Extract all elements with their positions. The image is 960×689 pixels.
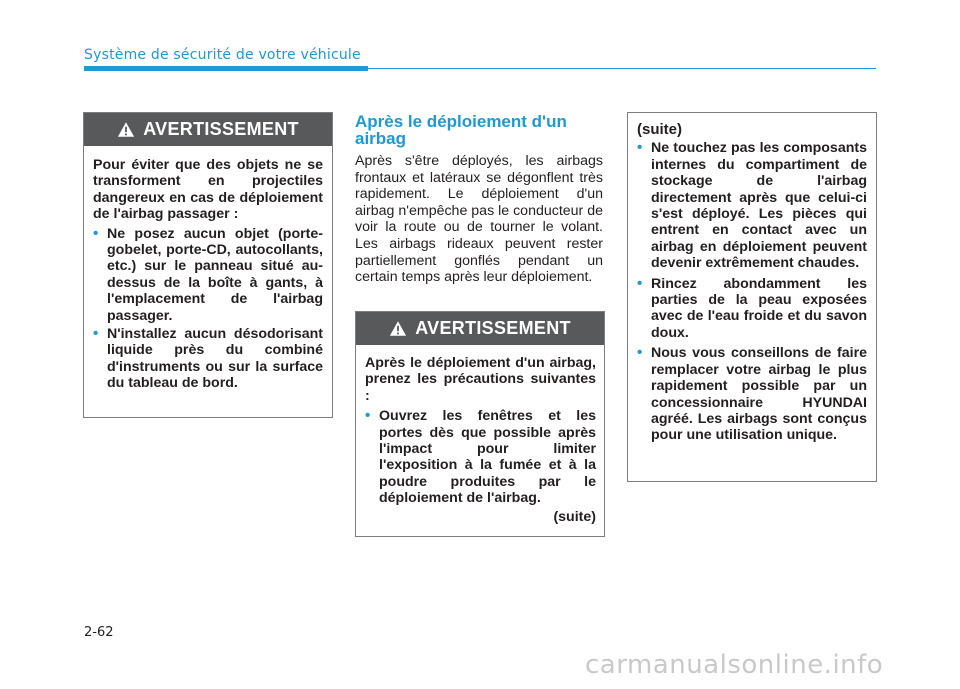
warning-intro: Après le déploiement d'un airbag, prenez les précautions suivantes : (365, 355, 596, 404)
warning-banner (356, 312, 604, 345)
warning-bullet: • Ne touchez pas les composants internes du compartiment de stockage de l'airbag directement après que celui-ci s'est déployé. Les pièces qui entrent en contact avec un airbag en déploiement peuvent devenir extrêmement chaudes. (637, 140, 867, 271)
warning-box-left (83, 112, 333, 418)
chapter-title-bar (84, 66, 368, 71)
section-body: Après s'être déployés, les airbags frontaux et latéraux se dégonflent très rapidement. Le déploiement d'un airbag n'empêche pas le conducteur de voir la route ou de tourner le volant. Les airbags rideaux peuvent rester partiellement gonflés pendant un certain temps après leur déploiement. (355, 153, 604, 286)
warning-bullet: • N'installez aucun désodorisant liquide près du combiné d'instruments ou sur la surface du tableau de bord. (93, 326, 323, 392)
chapter-title: Système de sécurité de votre véhicule (84, 47, 361, 63)
warning-bullet: • Nous vous conseillons de faire remplacer votre airbag le plus rapidement possible par un concessionnaire HYUNDAI agréé. Les airbags sont conçus pour une utilisation unique. (637, 345, 867, 443)
warning-bullet-list (93, 226, 323, 392)
warning-bullet: • Rincez abondamment les parties de la peau exposées avec de l'eau froide et du savon doux. (637, 276, 867, 342)
warning-bullet-list (637, 140, 867, 443)
warning-content (84, 146, 332, 392)
page-number: 2-62 (84, 625, 114, 640)
warning-bullet-list (365, 408, 596, 506)
warning-intro: Pour éviter que des objets ne se transforment en projectiles dangereux en cas de déploiement de l'airbag passager : (93, 157, 323, 223)
warning-banner (84, 113, 332, 146)
warning-label: AVERTISSEMENT (415, 318, 571, 338)
warning-label: AVERTISSEMENT (143, 119, 299, 139)
warning-bullet: • Ne posez aucun objet (porte-gobelet, porte-CD, autocollants, etc.) sur le panneau situé au-dessus de la boîte à gants, à l'emplacement de l'airbag passager. (93, 226, 323, 324)
continued-heading: (suite) (637, 121, 682, 138)
warning-content (628, 113, 876, 444)
warning-box-middle (355, 311, 605, 537)
section-heading: Après le déploiement d'un airbag (355, 112, 567, 148)
warning-content (356, 345, 604, 525)
continued-label: (suite) (553, 508, 596, 525)
warning-box-right (627, 112, 877, 482)
header-rule (368, 68, 876, 69)
warning-triangle-icon (117, 121, 135, 138)
warning-bullet: • Ouvrez les fenêtres et les portes dès que possible après l'impact pour limiter l'exposition à la fumée et à la poudre produites par le déploiement de l'airbag. (365, 408, 596, 506)
watermark: carmanualsonline.info (585, 650, 884, 680)
warning-triangle-icon (389, 320, 407, 337)
